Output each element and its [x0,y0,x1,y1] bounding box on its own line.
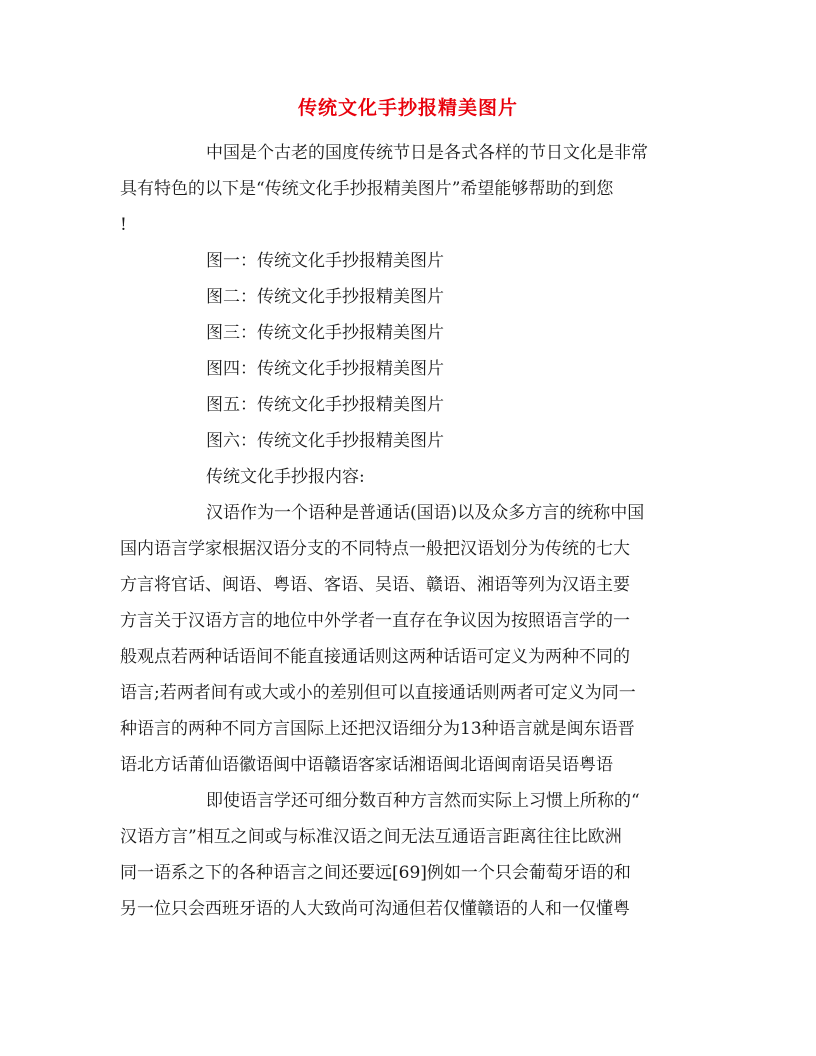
figure-caption: 图二：传统文化手抄报精美图片 [206,287,444,307]
figure-caption: 图五：传统文化手抄报精美图片 [206,395,444,415]
body-paragraph-2 [120,783,696,927]
paragraph-line: 汉语作为一个语种是普通话(国语)以及众多方言的统称中国 [206,503,645,523]
paragraph-line: 方言将官话、闽语、粤语、客语、吴语、赣语、湘语等列为汉语主要 [120,575,630,595]
paragraph-line: 另一位只会西班牙语的人大致尚可沟通但若仅懂赣语的人和一仅懂粤 [120,899,630,919]
figure-caption: 图一：传统文化手抄报精美图片 [206,251,444,271]
paragraph-line: 国内语言学家根据汉语分支的不同特点一般把汉语划分为传统的七大 [120,539,630,559]
paragraph-line: 同一语系之下的各种语言之间还要远[69]例如一个只会葡萄牙语的和 [120,863,631,883]
body-paragraph-1 [120,495,696,783]
paragraph-line: 方言关于汉语方言的地位中外学者一直存在争议因为按照语言学的一 [120,611,630,631]
intro-paragraph [120,135,696,243]
paragraph-line: 语北方话莆仙语徽语闽中语赣语客家话湘语闽北语闽南语吴语粤语 [120,755,613,775]
figure-caption: 图四：传统文化手抄报精美图片 [206,359,444,379]
section-heading: 传统文化手抄报内容: [206,467,365,487]
figure-caption: 图六：传统文化手抄报精美图片 [206,431,444,451]
intro-line: 具有特色的以下是“传统文化手抄报精美图片”希望能够帮助的到您 [120,179,614,199]
document-body [120,135,696,927]
document-title: 传统文化手抄报精美图片 [297,97,518,119]
figure-caption: 图三：传统文化手抄报精美图片 [206,323,444,343]
intro-line: ! [120,215,127,235]
intro-line: 中国是个古老的国度传统节日是各式各样的节日文化是非常 [206,143,648,163]
paragraph-line: 即使语言学还可细分数百种方言然而实际上习惯上所称的“ [206,791,640,811]
paragraph-line: 语言;若两者间有或大或小的差别但可以直接通话则两者可定义为同一 [120,683,636,703]
paragraph-line: 汉语方言”相互之间或与标准汉语之间无法互通语言距离往往比欧洲 [120,827,622,847]
figure-list [120,243,696,459]
paragraph-line: 种语言的两种不同方言国际上还把汉语细分为13种语言就是闽东语晋 [120,719,635,739]
paragraph-line: 般观点若两种话语间不能直接通话则这两种话语可定义为两种不同的 [120,647,630,667]
